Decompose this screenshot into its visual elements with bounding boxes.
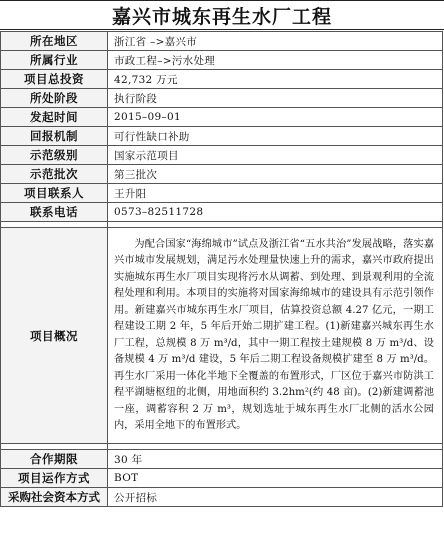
overview-paragraph: 为配合国家“海绵城市”试点及浙江省“五水共治”发展战略，落实嘉兴市城市发展规划，满足污水处理量快速上升的需求，嘉兴市政府提出实施城东再生水厂项目实现将污水从调蓄、到处理、到景观利用的全流程处理和利用。本项目的实施将对国家海绵城市的建设具有示范引领作用。新建嘉兴市城东再生水厂项目，估算投资总额 4.27 亿元，一期工程建设工期 2 年，5 年后开始二期扩建工程。(1)新建嘉兴城东再生水厂工程，总规模 8 万 m³/d，其中一期工程按土建规模 8 万 m³/d、设备规模 4 万 m³/d 建设，5 年后二期工程设备规模扩建至 8 万 m³/d。再生水厂采用一体化半地下全覆盖的布置形式，厂区位于嘉兴市防洪工程平湖塘枢纽的北侧，用地面积约 3.2hm²(约 48 亩)。(2)新建调蓄池一座，调蓄容积 2 万 m³，规划选址于城东再生水厂北侧的活水公园内，采用全地下的布置形式。	[114, 238, 434, 431]
field-label-total-investment: 项目总投资	[1, 70, 108, 89]
field-value-demo-batch: 第三批次	[108, 165, 443, 184]
table-row	[1, 228, 443, 444]
field-value-stage: 执行阶段	[108, 89, 443, 108]
table-row	[1, 70, 443, 89]
field-label-procurement-method: 采购社会资本方式	[1, 488, 108, 507]
field-label-phone: 联系电话	[1, 203, 108, 222]
field-label-contact-person: 项目联系人	[1, 184, 108, 203]
field-label-demo-batch: 示范批次	[1, 165, 108, 184]
field-value-phone: 0573–82511728	[108, 203, 443, 222]
field-label-start-date: 发起时间	[1, 108, 108, 127]
table-row	[1, 32, 443, 51]
table-row	[1, 488, 443, 507]
field-label-stage: 所处阶段	[1, 89, 108, 108]
field-value-demo-level: 国家示范项目	[108, 146, 443, 165]
table-row	[1, 184, 443, 203]
field-value-total-investment: 42,732 万元	[108, 70, 443, 89]
page-title: 嘉兴市城东再生水厂工程	[0, 0, 444, 30]
table-row	[1, 146, 443, 165]
project-info-table	[0, 31, 443, 507]
field-label-cooperation-period: 合作期限	[1, 450, 108, 469]
field-value-return-mechanism: 可行性缺口补助	[108, 127, 443, 146]
field-value-operation-mode: BOT	[108, 469, 443, 488]
field-value-overview	[108, 228, 443, 444]
field-label-region: 所在地区	[1, 32, 108, 51]
table-row	[1, 108, 443, 127]
table-row	[1, 450, 443, 469]
table-row	[1, 203, 443, 222]
table-row	[1, 51, 443, 70]
field-label-overview: 项目概况	[1, 228, 108, 444]
field-value-procurement-method: 公开招标	[108, 488, 443, 507]
field-value-start-date: 2015–09–01	[108, 108, 443, 127]
table-row	[1, 165, 443, 184]
table-row	[1, 469, 443, 488]
field-label-operation-mode: 项目运作方式	[1, 469, 108, 488]
table-row	[1, 127, 443, 146]
field-value-cooperation-period: 30 年	[108, 450, 443, 469]
field-value-industry: 市政工程–>污水处理	[108, 51, 443, 70]
field-value-region: 浙江省 –>嘉兴市	[108, 32, 443, 51]
field-label-return-mechanism: 回报机制	[1, 127, 108, 146]
table-row	[1, 89, 443, 108]
field-label-industry: 所属行业	[1, 51, 108, 70]
field-value-contact-person: 王升阳	[108, 184, 443, 203]
field-label-demo-level: 示范级别	[1, 146, 108, 165]
